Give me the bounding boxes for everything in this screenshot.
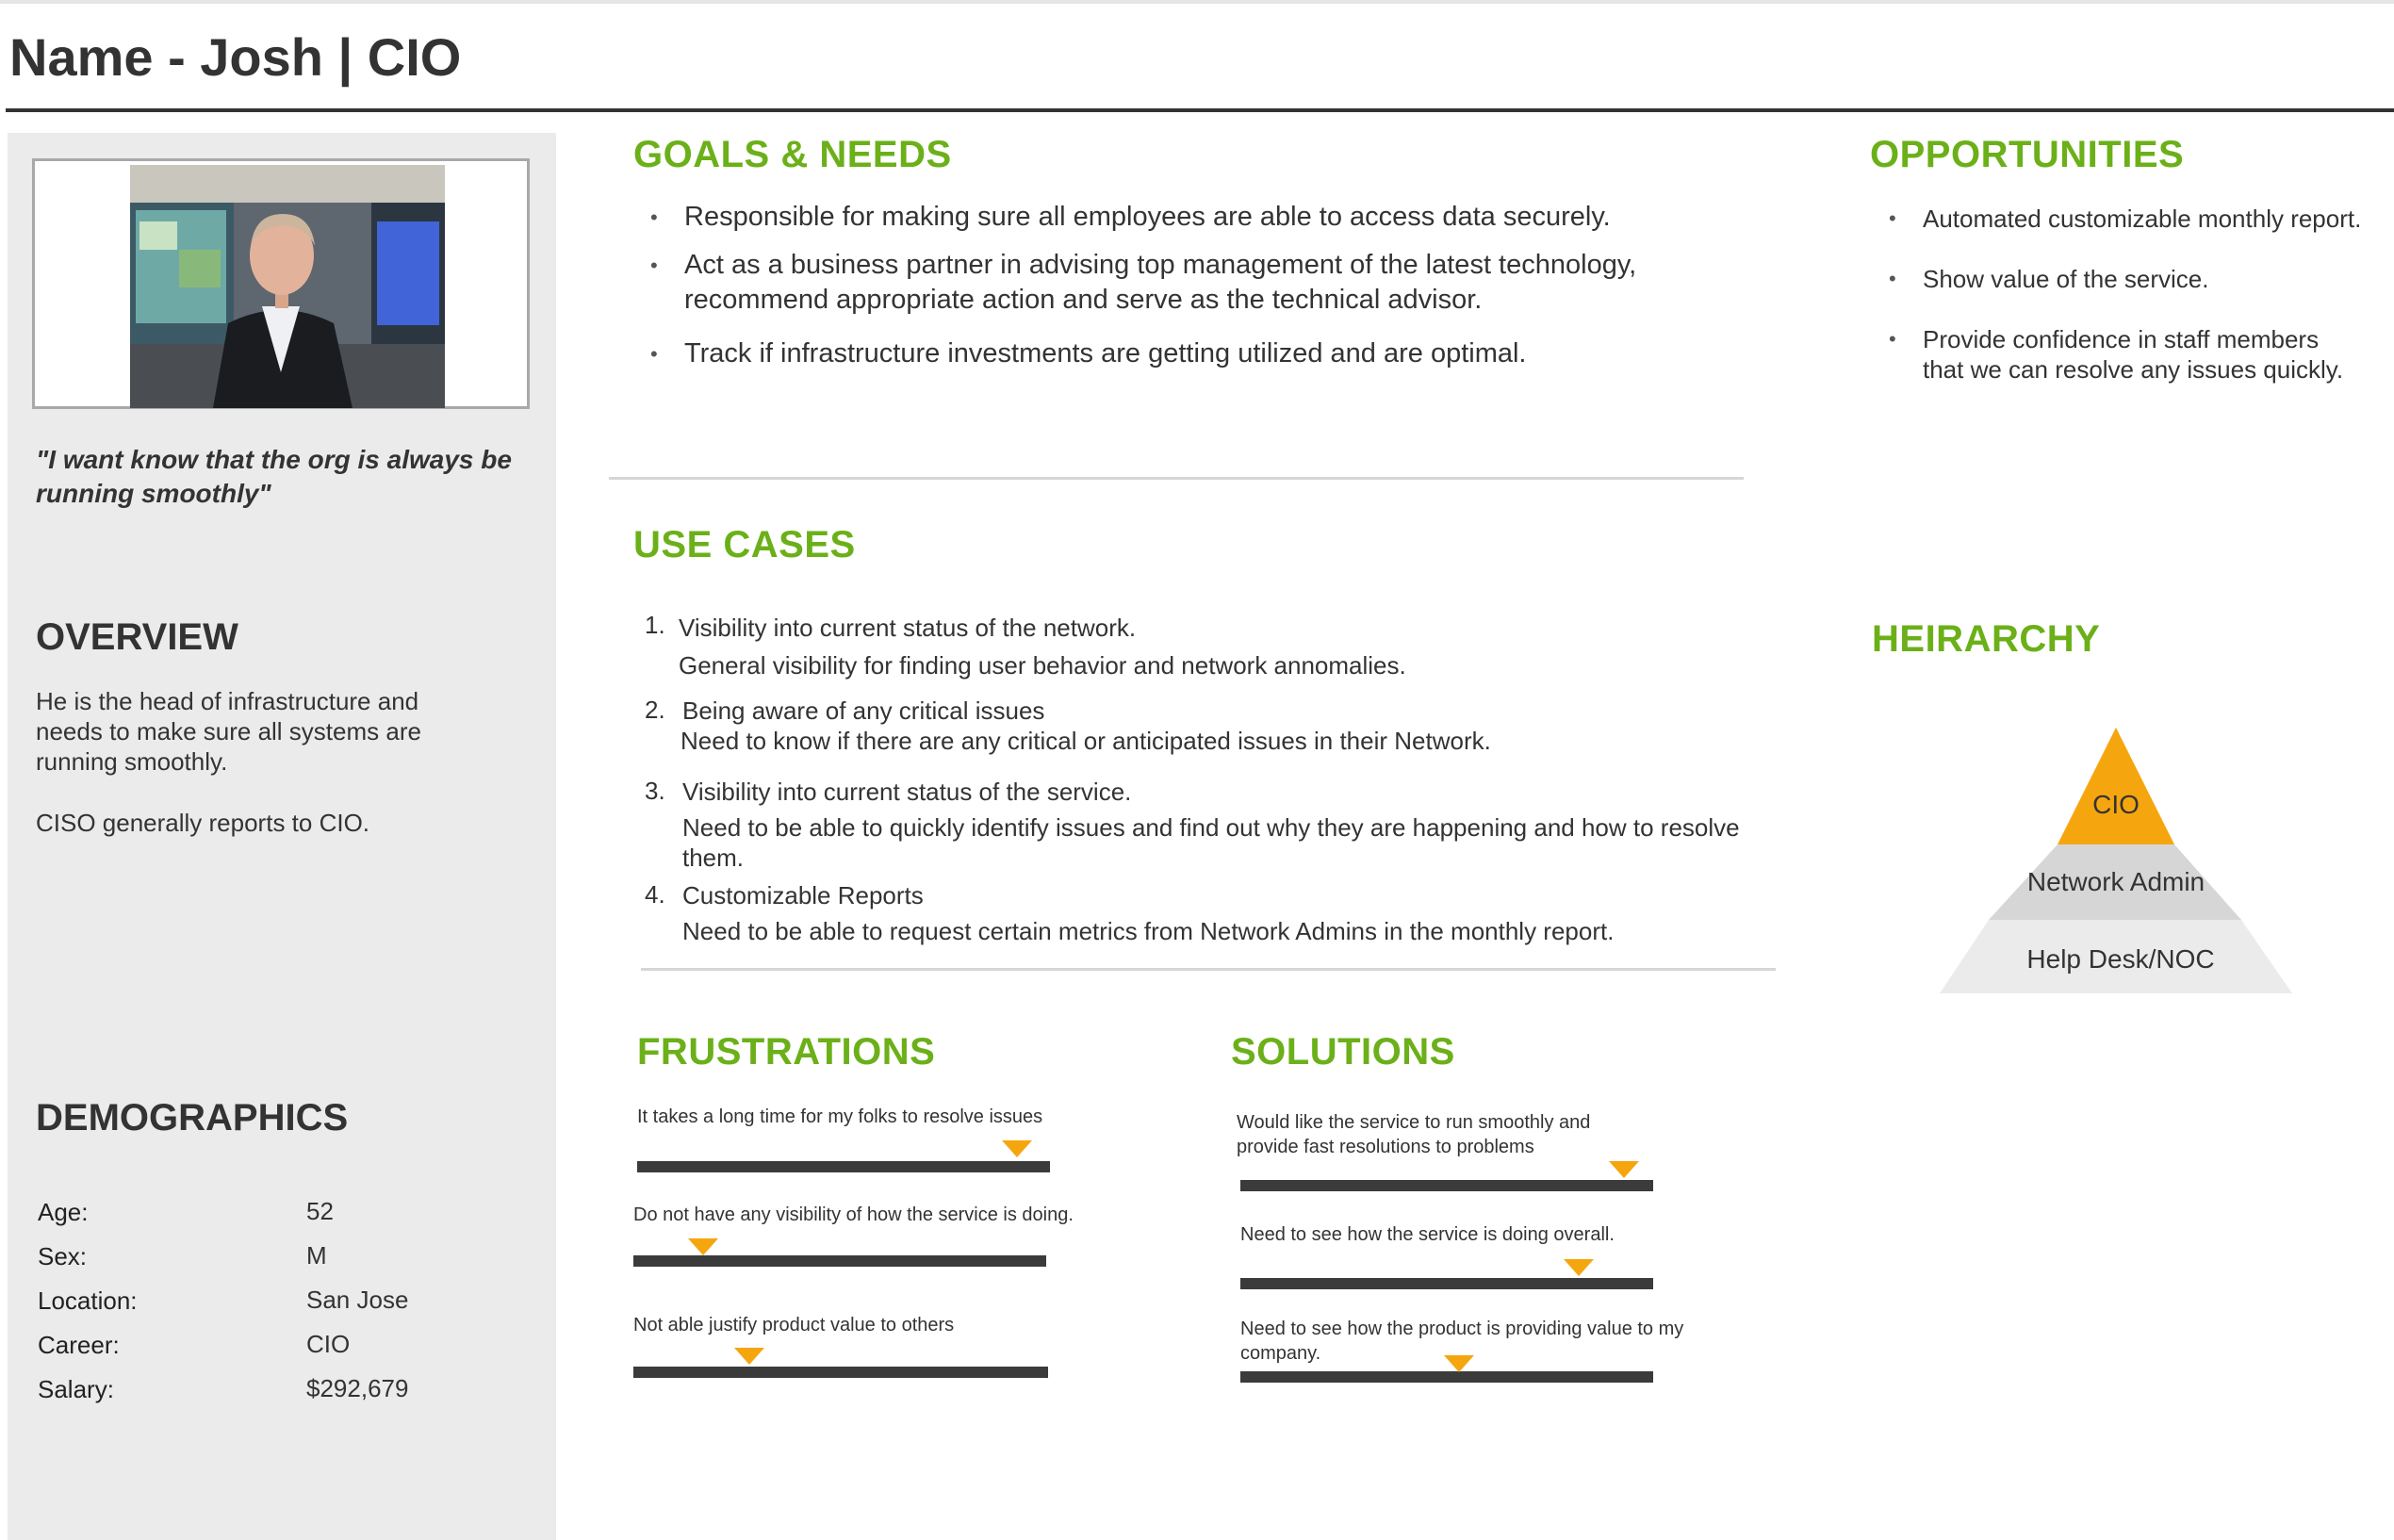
goals-heading: GOALS & NEEDS — [633, 134, 952, 175]
pyramid-label-help-desk: Help Desk/NOC — [2026, 944, 2215, 974]
demographic-label-career: Career: — [38, 1331, 120, 1359]
frustration-marker — [734, 1348, 764, 1365]
frustration-text: It takes a long time for my folks to resolve issues — [637, 1106, 1043, 1127]
use-case-number: 2. — [645, 696, 665, 724]
use-case-title: Customizable Reports — [682, 881, 924, 909]
solution-scale — [1240, 1180, 1653, 1191]
demographic-label-location: Location: — [38, 1286, 138, 1315]
use-case-title: Being aware of any critical issues — [682, 696, 1045, 725]
goals-list — [684, 200, 1759, 371]
demographic-value-location: San Jose — [306, 1286, 409, 1314]
solution-text: Need to see how the service is doing overall. — [1240, 1224, 1615, 1245]
demographic-label-salary: Salary: — [38, 1375, 114, 1403]
frustration-marker — [1002, 1140, 1032, 1157]
demographic-value-age: 52 — [306, 1197, 334, 1225]
goal-item: • Act as a business partner in advising top management of the latest technology, recommend appropriate action and serve as the technical advisor. — [684, 248, 1759, 318]
opportunities-heading: OPPORTUNITIES — [1870, 134, 2185, 175]
opportunity-item: • Automated customizable monthly report. — [1923, 204, 2394, 234]
demographic-label-age: Age: — [38, 1198, 89, 1226]
frustration-scale — [633, 1255, 1046, 1267]
title-divider — [6, 108, 2394, 112]
frustration-scale — [637, 1161, 1050, 1172]
use-case-number: 3. — [645, 777, 665, 805]
solutions-heading: SOLUTIONS — [1231, 1031, 1455, 1073]
solution-scale — [1240, 1371, 1653, 1383]
use-cases-heading: USE CASES — [633, 524, 856, 565]
solution-marker — [1609, 1161, 1639, 1178]
persona-photo — [130, 165, 445, 408]
top-border — [0, 0, 2394, 4]
overview-paragraph: CISO generally reports to CIO. — [36, 809, 370, 837]
solution-marker — [1444, 1355, 1474, 1372]
pyramid-label-network-admin: Network Admin — [2026, 867, 2205, 896]
frustration-marker — [688, 1238, 718, 1255]
opportunity-item: • Show value of the service. — [1923, 264, 2394, 294]
frustration-text: Do not have any visibility of how the service is doing. — [633, 1204, 1074, 1225]
demographics-heading: DEMOGRAPHICS — [36, 1097, 349, 1139]
solution-marker — [1564, 1259, 1594, 1276]
solution-text: Need to see how the product is providing value to my company. — [1240, 1319, 1684, 1364]
persona-portrait-image — [130, 165, 445, 408]
demographic-value-sex: M — [306, 1241, 327, 1270]
use-case-detail: General visibility for finding user behavior and network annomalies. — [679, 651, 1406, 680]
frustration-text: Not able justify product value to others — [633, 1315, 955, 1335]
frustration-scale — [633, 1367, 1048, 1378]
demographic-value-salary: $292,679 — [306, 1374, 409, 1402]
persona-photo-frame — [32, 158, 530, 409]
opportunity-item: • Provide confidence in staff members that we can resolve any issues quickly. — [1923, 324, 2347, 385]
goals-divider — [609, 477, 1744, 480]
persona-quote: "I want know that the org is always be running smoothly" — [36, 445, 512, 508]
use-case-number: 4. — [645, 880, 665, 909]
hierarchy-heading: HEIRARCHY — [1872, 618, 2101, 660]
use-case-number: 1. — [645, 611, 665, 639]
demographic-label-sex: Sex: — [38, 1242, 88, 1270]
page-title: Name - Josh | CIO — [9, 27, 462, 87]
solution-text: Would like the service to run smoothly and provide fast resolutions to problems — [1237, 1112, 1591, 1157]
use-case-title: Visibility into current status of the service. — [682, 778, 1132, 806]
use-case-detail: Need to be able to quickly identify issues and find out why they are happening and how to resolve them. — [682, 813, 1740, 872]
overview-paragraph: He is the head of infrastructure and needs to make sure all systems are running smoothly. — [36, 687, 421, 776]
overview-heading: OVERVIEW — [36, 616, 238, 658]
solution-scale — [1240, 1278, 1653, 1289]
goal-item: • Responsible for making sure all employees are able to access data securely. — [684, 200, 1759, 235]
use-case-title: Visibility into current status of the network. — [679, 614, 1137, 642]
goal-item: • Track if infrastructure investments are getting utilized and are optimal. — [684, 336, 1759, 371]
pyramid-level-top — [2058, 728, 2174, 844]
opportunities-list — [1923, 204, 2394, 385]
pyramid-label-cio: CIO — [2092, 790, 2140, 819]
use-case-detail: Need to be able to request certain metrics from Network Admins in the monthly report. — [682, 917, 1615, 945]
use-case-detail: Need to know if there are any critical or anticipated issues in their Network. — [680, 727, 1491, 755]
demographic-value-career: CIO — [306, 1330, 351, 1358]
use-cases-divider — [641, 968, 1776, 971]
frustrations-heading: FRUSTRATIONS — [637, 1031, 936, 1073]
